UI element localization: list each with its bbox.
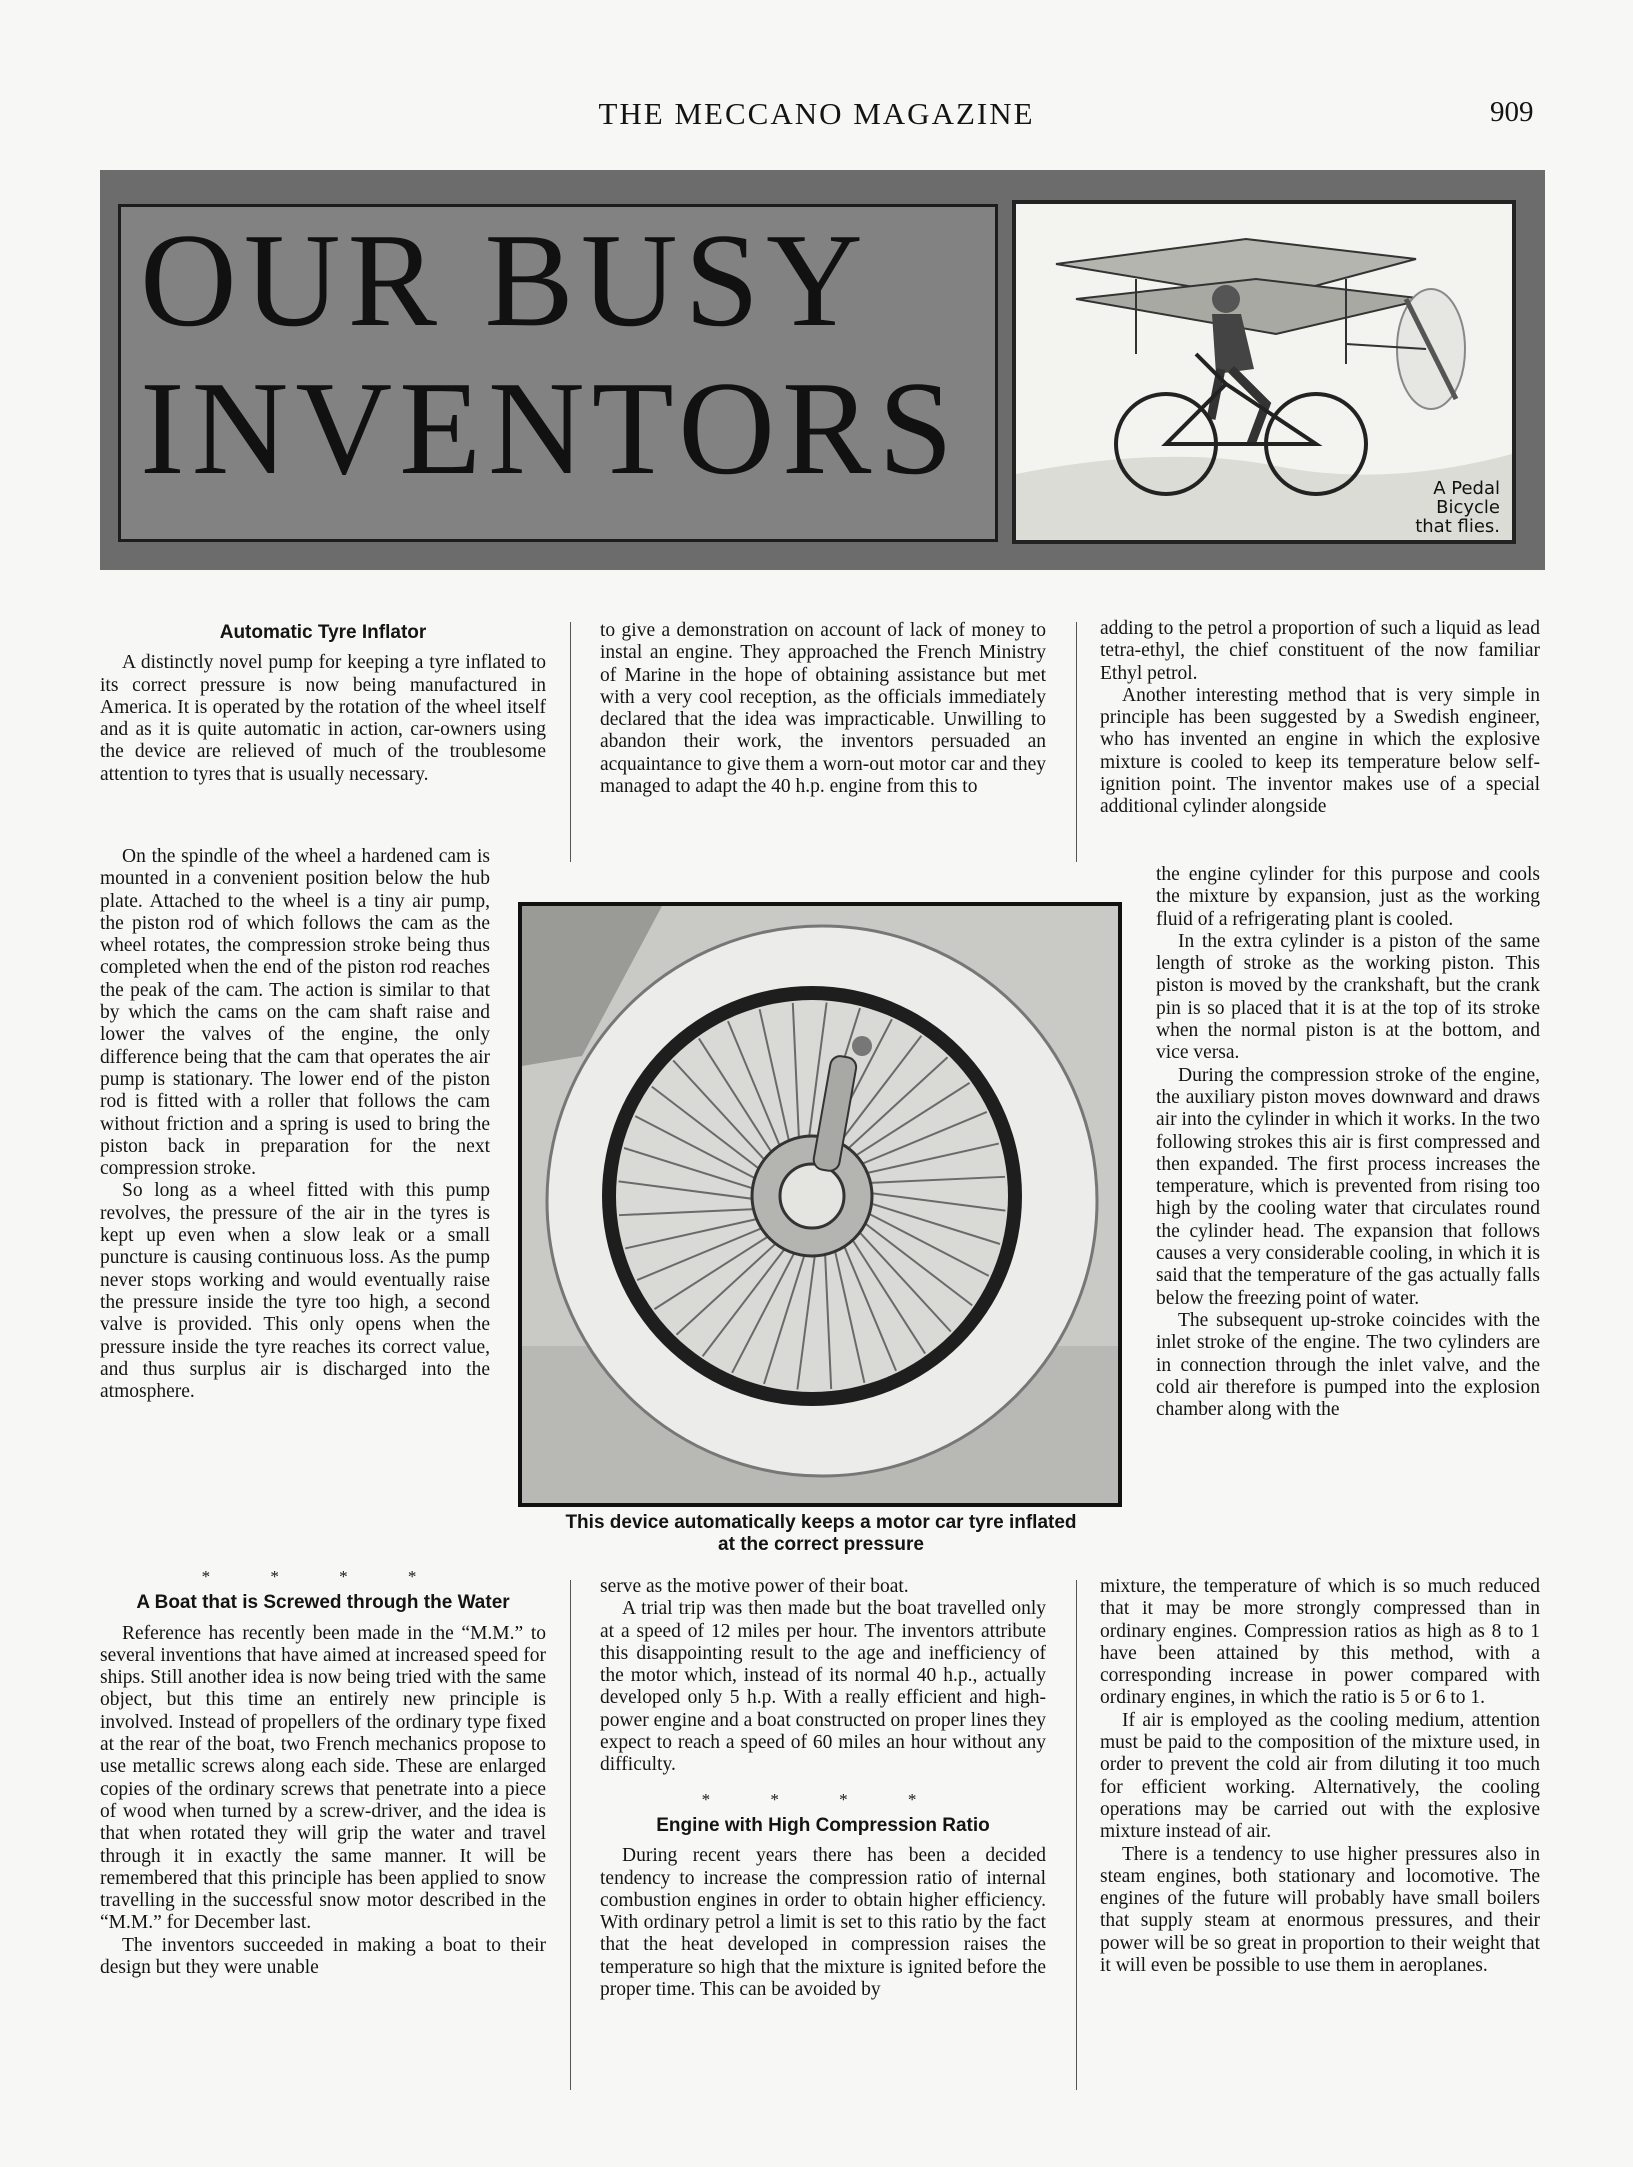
column-rule [1076, 622, 1077, 862]
paragraph: During the compression stroke of the engine, the auxiliary piston moves downward and draws air into the cylinder in which it works. In the two following strokes this air is first compressed and then expanded. The first process increases the temperature, which is prevented from rising too high by the cooling water that circulates round the cylinder head. The expansion that follows causes a very considerable cooling, in which it is said that the temperature of the gas actually falls below the freezing point of water. [1156, 1064, 1540, 1309]
section-heading: A Boat that is Screwed through the Water [136, 1592, 510, 1614]
section-heading: Engine with High Compression Ratio [656, 1814, 990, 1836]
column-1-bottom [100, 1562, 546, 1979]
caption-line: that flies. [1415, 516, 1500, 537]
paragraph: In the extra cylinder is a piston of the same length of stroke as the working piston. This piston is moved by the crankshaft, but the crank pin is so placed that it is at the top of its stroke when the normal piston is at the bottom, and vice versa. [1156, 930, 1540, 1064]
paragraph: A distinctly novel pump for keeping a tyre inflated to its correct pressure is now being manufactured in America. It is operated by the rotation of the wheel itself and as it is quite automatic in action, car-owners using the device are relieved of much of the troublesome attention to tyres that is usually necessary. [100, 652, 546, 785]
column-1-top [100, 622, 546, 786]
column-1-wrapped [100, 846, 490, 1403]
paragraph: to give a demonstration on account of lack of money to instal an engine. They approached the French Ministry of Marine in the hope of obtaining assistance but met with a very cool reception, as the officials immediately declared that the idea was impracticable. Unwilling to abandon their work, the inventors persuaded an acquaintance to give them a worn-out motor car and they managed to adapt the 40 h.p. engine from this to [600, 620, 1046, 798]
paragraph: The subsequent up-stroke coincides with the inlet stroke of the engine. The two cylinders are in connection through the inlet valve, and the cold air therefore is pumped into the explosion chamber along with the [1156, 1309, 1540, 1421]
column-3-bottom [1100, 1576, 1540, 1977]
column-rule [1076, 1580, 1077, 2090]
page-number: 909 [1490, 96, 1534, 128]
banner-title-line1: OUR BUSY [140, 206, 870, 354]
paragraph: If air is employed as the cooling medium, attention must be paid to the composition of the mixture used, in order to prevent the cold air from diluting it too much for efficient working. Alternatively, the cooling operations may be carried out with the explosive mixture instead of air. [1100, 1709, 1540, 1843]
paragraph: Reference has recently been made in the “M.M.” to several inventions that have aimed at increased speed for ships. Still another idea is now being tried with the same object, but this time an entirely new principle is involved. Instead of propellers of the ordinary type fixed at the rear of the boat, two French mechanics propose to use metallic screws along each side. These are enlarged copies of the ordinary screws that penetrate into a piece of wood when turned by a screw-driver, and the idea is that when rotated they will grip the water and travel through it in exactly the same manner. It will be remembered that this principle has been applied to snow travelling in the successful snow motor described in the “M.M.” for December last. [100, 1622, 546, 1934]
section-divider: * * * * [201, 1567, 445, 1586]
paragraph: The inventors succeeded in making a boat to their design but they were unable [100, 1934, 546, 1979]
illustration-caption [1415, 479, 1500, 536]
column-rule [570, 622, 571, 862]
figure-caption-line2: at the correct pressure [718, 1534, 924, 1555]
paragraph: the engine cylinder for this purpose and cools the mixture by expansion, just as the working fluid of a refrigerating plant is cooled. [1156, 864, 1540, 930]
title-banner [100, 170, 1545, 570]
column-rule [570, 1580, 571, 2090]
paragraph: During recent years there has been a decided tendency to increase the compression ratio of internal combustion engines in order to obtain higher efficiency. With ordinary petrol a limit is set to this ratio by the fact that the heat developed in compression raises the temperature so high that the mixture is ignited before the proper time. This can be avoided by [600, 1845, 1046, 2001]
paragraph: A trial trip was then made but the boat travelled only at a speed of 12 miles per hour. The inventors attribute this disappointing result to the age and inefficiency of the motor which, instead of its normal 40 h.p., actually developed only 5 h.p. With a really efficient and high-power engine and a boat constructed on proper lines they expect to reach a speed of 60 miles an hour without any difficulty. [600, 1598, 1046, 1776]
flying-bicycle-illustration [1012, 200, 1516, 544]
figure-caption [510, 1512, 1132, 1556]
column-3-wrapped [1156, 864, 1540, 1421]
column-3-top [1100, 618, 1540, 819]
paragraph: adding to the petrol a proportion of such a liquid as lead tetra-ethyl, the chief constituent of the now familiar Ethyl petrol. [1100, 618, 1540, 684]
page-header [0, 96, 1633, 142]
caption-line: Bicycle [1436, 497, 1500, 518]
banner-title [140, 206, 960, 502]
magazine-title: THE MECCANO MAGAZINE [598, 96, 1035, 131]
paragraph: On the spindle of the wheel a hardened cam is mounted in a convenient position below the hub plate. Attached to the wheel is a tiny air pump, the piston rod of which follows the cam as the wheel rotates, the compression stroke being thus completed when the end of the piston rod reaches the peak of the cam. The action is similar to that by which the cams on the cam shaft raise and lower the valves of the engine, the only difference being that the cam that operates the air pump is stationary. The lower end of the piston rod is fitted with a roller that follows the cam without friction and a spring is used to bring the piston back in preparation for the next compression stroke. [100, 846, 490, 1180]
paragraph: So long as a wheel fitted with this pump revolves, the pressure of the air in the tyres is kept up even when a slow leak or a small puncture is causing continuous loss. As the pump never stops working and would eventually raise the pressure inside the tyre too high, a second valve is provided. This only opens when the pressure inside the tyre reaches its correct value, and thus surplus air is discharged into the atmosphere. [100, 1180, 490, 1403]
paragraph: Another interesting method that is very simple in principle has been suggested by a Swedish engineer, who has invented an engine in which the explosive mixture is cooled to keep its temperature below self-ignition point. The inventor makes use of a special additional cylinder alongside [1100, 684, 1540, 818]
car-wheel-drawing [522, 906, 1118, 1503]
paragraph: serve as the motive power of their boat. [600, 1576, 909, 1597]
tyre-inflator-photo [518, 902, 1122, 1507]
figure-caption-line1: This device automatically keeps a motor car tyre inflated [565, 1512, 1077, 1533]
section-divider: * * * * [701, 1789, 945, 1809]
paragraph: There is a tendency to use higher pressures also in steam engines, both stationary and locomotive. The engines of the future will probably have small boilers that supply steam at enormous pressures, and their power will be so great in proportion to their weight that it will even be possible to use them in aeroplanes. [1100, 1843, 1540, 1977]
section-heading: Automatic Tyre Inflator [219, 622, 427, 643]
caption-line: A Pedal [1433, 478, 1500, 499]
column-2-top [600, 620, 1046, 798]
column-2-bottom [600, 1576, 1046, 2001]
banner-title-line2: INVENTORS [140, 354, 960, 502]
paragraph: mixture, the temperature of which is so much reduced that it may be more strongly compressed than in ordinary engines. Compression ratios as high as 8 to 1 have been attained by this method, with a corresponding increase in power compared with ordinary engines, in which the ratio is 5 or 6 to 1. [1100, 1576, 1540, 1709]
